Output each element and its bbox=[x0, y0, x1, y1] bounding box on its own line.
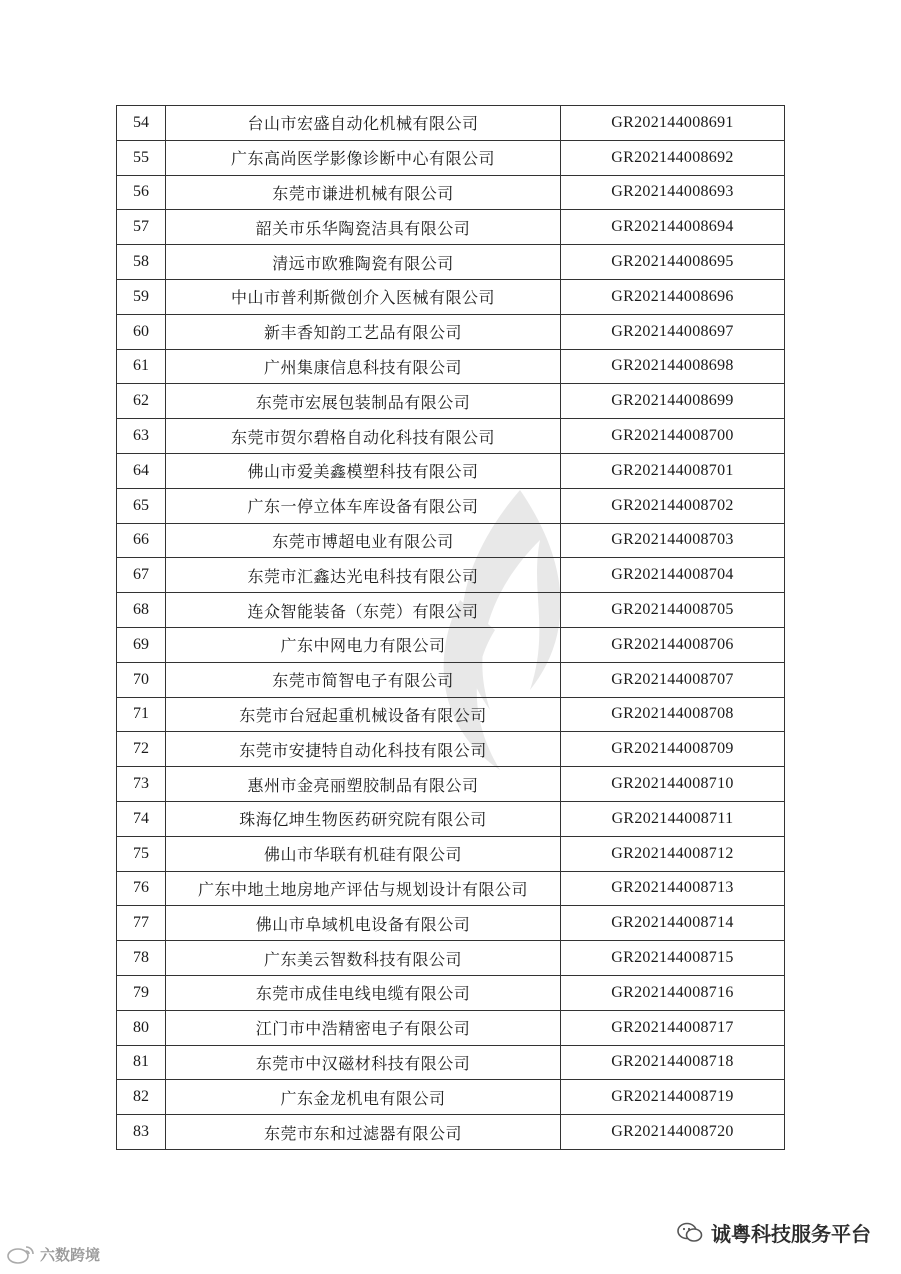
table-row bbox=[117, 801, 785, 836]
table-row bbox=[117, 558, 785, 593]
certificate-code: GR202144008714 bbox=[561, 906, 785, 941]
table-row bbox=[117, 523, 785, 558]
certificate-code: GR202144008692 bbox=[561, 140, 785, 175]
table-row bbox=[117, 697, 785, 732]
company-name: 东莞市贺尔碧格自动化科技有限公司 bbox=[166, 419, 561, 454]
row-number: 81 bbox=[117, 1045, 166, 1080]
row-number: 56 bbox=[117, 175, 166, 210]
company-name: 东莞市谦进机械有限公司 bbox=[166, 175, 561, 210]
certificate-code: GR202144008704 bbox=[561, 558, 785, 593]
certificate-code: GR202144008712 bbox=[561, 836, 785, 871]
table-row bbox=[117, 453, 785, 488]
company-name: 韶关市乐华陶瓷洁具有限公司 bbox=[166, 210, 561, 245]
certificate-code: GR202144008713 bbox=[561, 871, 785, 906]
certificate-code: GR202144008720 bbox=[561, 1115, 785, 1150]
wechat-icon bbox=[677, 1222, 703, 1244]
certificate-code: GR202144008706 bbox=[561, 627, 785, 662]
table-row bbox=[117, 349, 785, 384]
table-row bbox=[117, 175, 785, 210]
certificate-code: GR202144008696 bbox=[561, 279, 785, 314]
table-row bbox=[117, 245, 785, 280]
row-number: 74 bbox=[117, 801, 166, 836]
table-row bbox=[117, 1045, 785, 1080]
certificate-code: GR202144008691 bbox=[561, 106, 785, 141]
footer-left-brand bbox=[6, 1243, 100, 1265]
table-row bbox=[117, 419, 785, 454]
row-number: 73 bbox=[117, 767, 166, 802]
row-number: 60 bbox=[117, 314, 166, 349]
table-row bbox=[117, 106, 785, 141]
certificate-code: GR202144008707 bbox=[561, 662, 785, 697]
table-row bbox=[117, 593, 785, 628]
certificate-code: GR202144008693 bbox=[561, 175, 785, 210]
company-name: 东莞市汇鑫达光电科技有限公司 bbox=[166, 558, 561, 593]
company-name: 珠海亿坤生物医药研究院有限公司 bbox=[166, 801, 561, 836]
company-name: 佛山市阜域机电设备有限公司 bbox=[166, 906, 561, 941]
company-table bbox=[116, 105, 785, 1150]
company-name: 佛山市华联有机硅有限公司 bbox=[166, 836, 561, 871]
row-number: 76 bbox=[117, 871, 166, 906]
table-row bbox=[117, 314, 785, 349]
table-row bbox=[117, 627, 785, 662]
row-number: 80 bbox=[117, 1010, 166, 1045]
company-name: 东莞市台冠起重机械设备有限公司 bbox=[166, 697, 561, 732]
table-row bbox=[117, 140, 785, 175]
certificate-code: GR202144008698 bbox=[561, 349, 785, 384]
certificate-code: GR202144008710 bbox=[561, 767, 785, 802]
certificate-code: GR202144008699 bbox=[561, 384, 785, 419]
company-name: 广东金龙机电有限公司 bbox=[166, 1080, 561, 1115]
certificate-code: GR202144008717 bbox=[561, 1010, 785, 1045]
row-number: 77 bbox=[117, 906, 166, 941]
company-name: 东莞市简智电子有限公司 bbox=[166, 662, 561, 697]
row-number: 83 bbox=[117, 1115, 166, 1150]
row-number: 70 bbox=[117, 662, 166, 697]
company-name: 新丰香知韵工艺品有限公司 bbox=[166, 314, 561, 349]
company-name: 东莞市成佳电线电缆有限公司 bbox=[166, 975, 561, 1010]
certificate-code: GR202144008709 bbox=[561, 732, 785, 767]
row-number: 55 bbox=[117, 140, 166, 175]
table-row bbox=[117, 1010, 785, 1045]
table-row bbox=[117, 871, 785, 906]
table-row bbox=[117, 210, 785, 245]
company-name: 东莞市博超电业有限公司 bbox=[166, 523, 561, 558]
row-number: 79 bbox=[117, 975, 166, 1010]
row-number: 78 bbox=[117, 941, 166, 976]
company-name: 江门市中浩精密电子有限公司 bbox=[166, 1010, 561, 1045]
company-name: 广东中地土地房地产评估与规划设计有限公司 bbox=[166, 871, 561, 906]
certificate-code: GR202144008716 bbox=[561, 975, 785, 1010]
table-row bbox=[117, 662, 785, 697]
certificate-code: GR202144008697 bbox=[561, 314, 785, 349]
row-number: 71 bbox=[117, 697, 166, 732]
certificate-code: GR202144008705 bbox=[561, 593, 785, 628]
row-number: 69 bbox=[117, 627, 166, 662]
company-name: 东莞市安捷特自动化科技有限公司 bbox=[166, 732, 561, 767]
table-row bbox=[117, 1115, 785, 1150]
row-number: 66 bbox=[117, 523, 166, 558]
row-number: 57 bbox=[117, 210, 166, 245]
row-number: 67 bbox=[117, 558, 166, 593]
row-number: 72 bbox=[117, 732, 166, 767]
row-number: 54 bbox=[117, 106, 166, 141]
table-row bbox=[117, 767, 785, 802]
table-row bbox=[117, 488, 785, 523]
table-row bbox=[117, 384, 785, 419]
certificate-code: GR202144008718 bbox=[561, 1045, 785, 1080]
certificate-code: GR202144008719 bbox=[561, 1080, 785, 1115]
company-name: 东莞市宏展包装制品有限公司 bbox=[166, 384, 561, 419]
row-number: 64 bbox=[117, 453, 166, 488]
footer-left-text: 六数跨境 bbox=[40, 1245, 101, 1264]
company-name: 广州集康信息科技有限公司 bbox=[166, 349, 561, 384]
company-name: 东莞市中汉磁材科技有限公司 bbox=[166, 1045, 561, 1080]
row-number: 65 bbox=[117, 488, 166, 523]
certificate-code: GR202144008702 bbox=[561, 488, 785, 523]
certificate-code: GR202144008701 bbox=[561, 453, 785, 488]
certificate-code: GR202144008694 bbox=[561, 210, 785, 245]
row-number: 59 bbox=[117, 279, 166, 314]
row-number: 82 bbox=[117, 1080, 166, 1115]
table-row bbox=[117, 279, 785, 314]
row-number: 61 bbox=[117, 349, 166, 384]
weibo-icon bbox=[6, 1243, 36, 1265]
row-number: 62 bbox=[117, 384, 166, 419]
certificate-code: GR202144008711 bbox=[561, 801, 785, 836]
table-row bbox=[117, 732, 785, 767]
table-row bbox=[117, 836, 785, 871]
company-name: 台山市宏盛自动化机械有限公司 bbox=[166, 106, 561, 141]
certificate-code: GR202144008715 bbox=[561, 941, 785, 976]
table-row bbox=[117, 1080, 785, 1115]
company-name: 佛山市爱美鑫模塑科技有限公司 bbox=[166, 453, 561, 488]
certificate-code: GR202144008700 bbox=[561, 419, 785, 454]
certificate-code: GR202144008703 bbox=[561, 523, 785, 558]
row-number: 68 bbox=[117, 593, 166, 628]
company-name: 广东高尚医学影像诊断中心有限公司 bbox=[166, 140, 561, 175]
table-row bbox=[117, 941, 785, 976]
table-row bbox=[117, 975, 785, 1010]
certificate-code: GR202144008695 bbox=[561, 245, 785, 280]
table-row bbox=[117, 906, 785, 941]
company-name: 东莞市东和过滤器有限公司 bbox=[166, 1115, 561, 1150]
row-number: 63 bbox=[117, 419, 166, 454]
company-name: 中山市普利斯微创介入医械有限公司 bbox=[166, 279, 561, 314]
company-name: 广东一停立体车库设备有限公司 bbox=[166, 488, 561, 523]
company-name: 清远市欧雅陶瓷有限公司 bbox=[166, 245, 561, 280]
footer-brand bbox=[677, 1218, 871, 1247]
company-name: 惠州市金亮丽塑胶制品有限公司 bbox=[166, 767, 561, 802]
company-name: 连众智能装备（东莞）有限公司 bbox=[166, 593, 561, 628]
company-name: 广东中网电力有限公司 bbox=[166, 627, 561, 662]
row-number: 75 bbox=[117, 836, 166, 871]
row-number: 58 bbox=[117, 245, 166, 280]
company-name: 广东美云智数科技有限公司 bbox=[166, 941, 561, 976]
certificate-code: GR202144008708 bbox=[561, 697, 785, 732]
footer-brand-text: 诚粤科技服务平台 bbox=[711, 1222, 871, 1246]
